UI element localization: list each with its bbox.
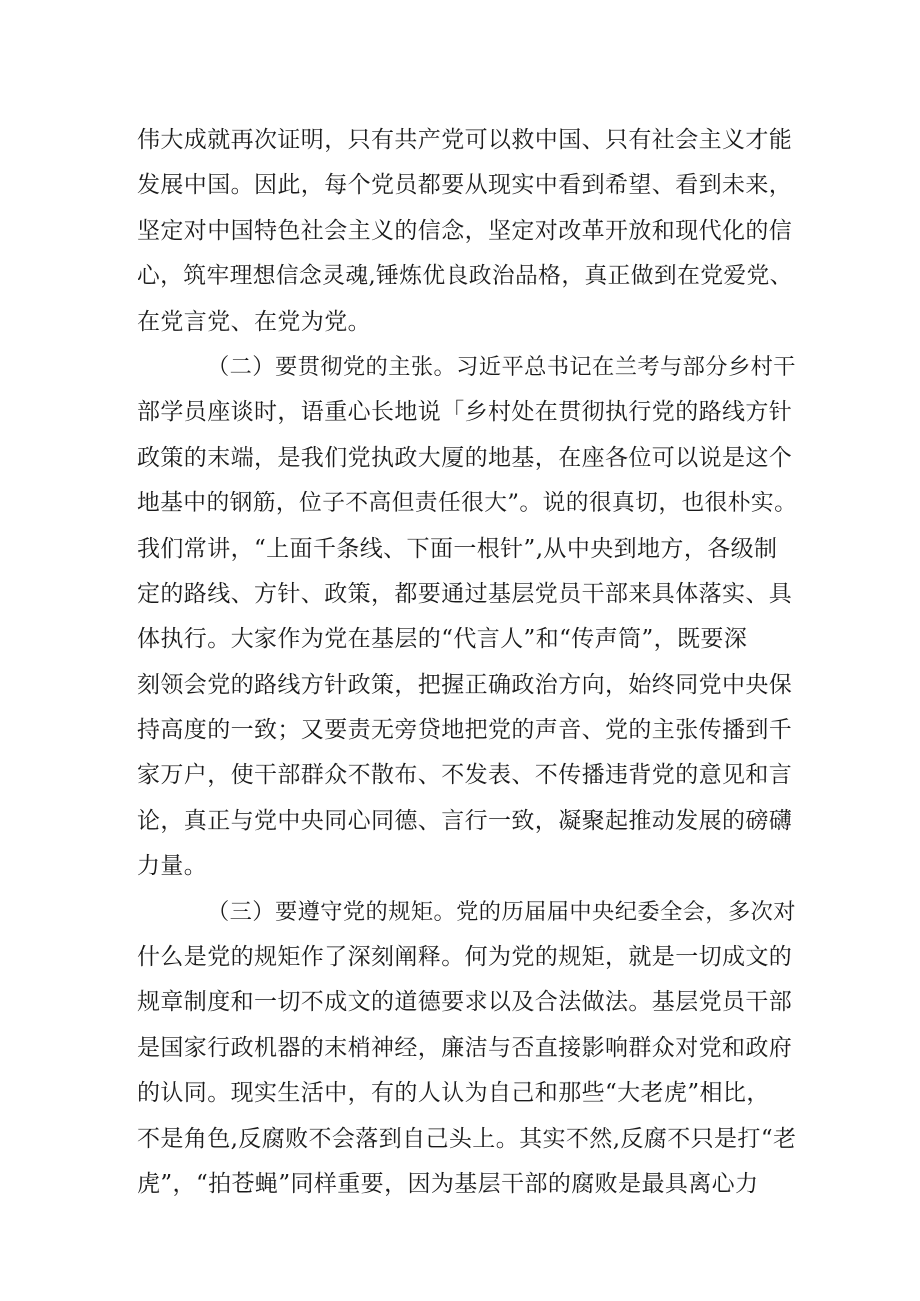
text-line: 定的路线、方针、政策，都要通过基层党员干部来具体落实、具 xyxy=(137,580,793,607)
text-line: 体执行。大家作为党在基层的“代言人”和“传声筒”，既要深 xyxy=(137,626,748,653)
text-line: 是国家行政机器的末梢神经，廉洁与否直接影响群众对党和政府 xyxy=(137,1034,793,1061)
text-line: 部学员座谈时，语重心长地说「乡村处在贯彻执行党的路线方针 xyxy=(137,399,793,426)
section-heading-line: （三）要遵守党的规矩。党的历届届中央纪委全会，多次对 xyxy=(207,898,796,925)
text-line: 发展中国。因此，每个党员都要从现实中看到希望、看到未来， xyxy=(137,172,793,199)
text-line: 力量。 xyxy=(137,853,208,880)
text-line: 虎”，“拍苍蝇”同样重要，因为基层干部的腐败是最具离心力 xyxy=(137,1170,759,1197)
text-line: 在党言党、在党为党。 xyxy=(137,308,371,335)
text-line: 的认同。现实生活中，有的人认为自己和那些“大老虎”相比， xyxy=(137,1080,770,1107)
text-line: 什么是党的规矩作了深刻阐释。何为党的规矩，就是一切成文的 xyxy=(137,944,793,971)
text-line: 伟大成就再次证明，只有共产党可以救中国、只有社会主义才能 xyxy=(137,127,793,153)
text-line: 我们常讲，“上面千条线、下面一根针”,从中央到地方，各级制 xyxy=(137,535,778,562)
text-line: 论，真正与党中央同心同德、言行一致，凝聚起推动发展的磅礴 xyxy=(137,807,793,834)
section-heading-line: （二）要贯彻党的主张。习近平总书记在兰考与部分乡村干 xyxy=(207,353,796,380)
text-line: 刻领会党的路线方针政策，把握正确政治方向，始终同党中央保 xyxy=(137,671,793,698)
text-line: 坚定对中国特色社会主义的信念，坚定对改革开放和现代化的信 xyxy=(137,217,793,244)
text-line: 政策的末端，是我们党执政大厦的地基，在座各位可以说是这个 xyxy=(137,444,793,471)
text-line: 持高度的一致；又要责无旁贷地把党的声音、党的主张传播到千 xyxy=(137,717,793,744)
text-line: 家万户，使干部群众不散布、不发表、不传播违背党的意见和言 xyxy=(137,762,793,789)
text-line: 不是角色,反腐败不会落到自己头上。其实不然,反腐不只是打“老 xyxy=(137,1125,797,1152)
body-text xyxy=(137,118,797,1207)
text-line: 地基中的钢筋，位子不高但责任很大”。说的很真切，也很朴实。 xyxy=(137,490,798,517)
text-line: 规章制度和一切不成文的道德要求以及合法做法。基层党员干部 xyxy=(137,989,793,1016)
text-line: 心，筑牢理想信念灵魂,锤炼优良政治品格，真正做到在党爱党、 xyxy=(137,263,793,290)
